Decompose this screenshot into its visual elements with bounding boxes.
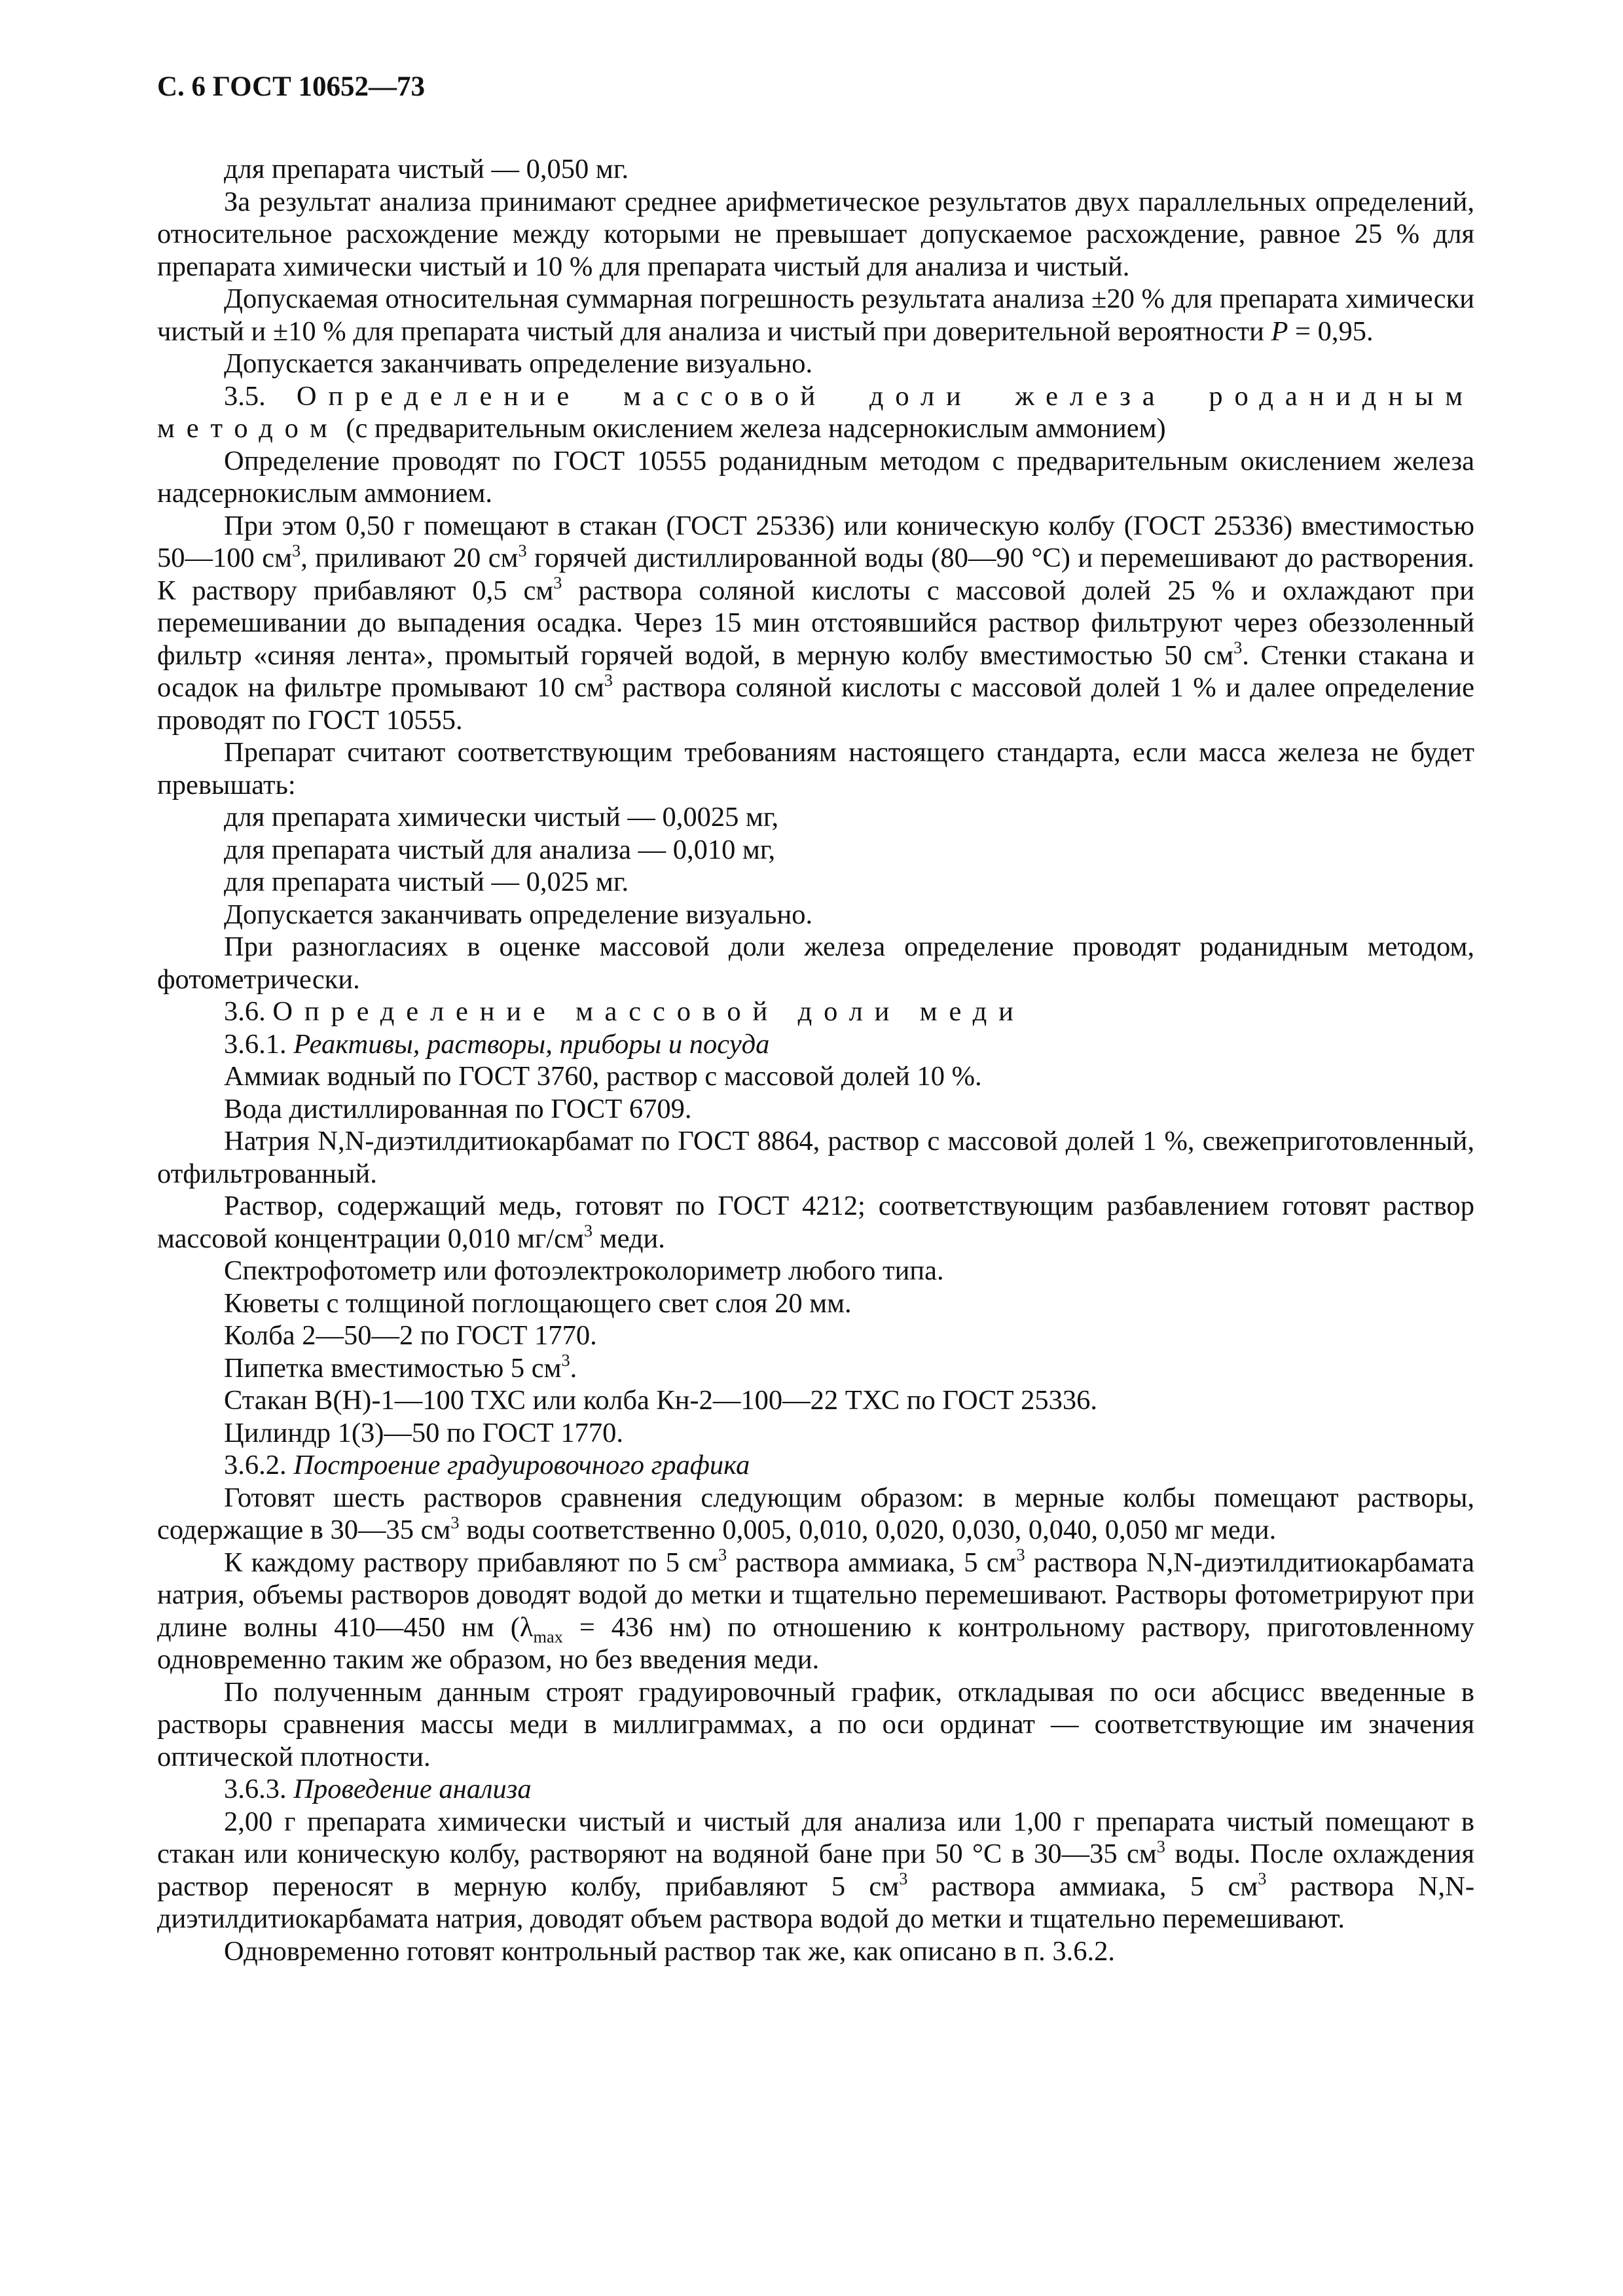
paragraph: За результат анализа принимают среднее арифметическое результатов двух параллельных определений, относительное расхождение между которыми не превышает допускаемое расхождение, равное 25 % для препарата химически чистый и 10 % для препарата чистый для анализа и чистый. [157, 186, 1474, 282]
list-item: Кюветы с толщиной поглощающего свет слоя 20 мм. [224, 1287, 852, 1319]
paragraph: Допускается заканчивать определение визуально. [224, 899, 813, 930]
list-item: для препарата чистый — 0,025 мг. [224, 867, 629, 897]
section-title: Проведение анализа [293, 1774, 532, 1804]
list-item: Натрия N,N-диэтилдитиокарбамат по ГОСТ 8864, раствор с массовой долей 1 %, свежеприготовленный, отфильтрованный. [157, 1126, 1474, 1189]
section-3-6-1-heading [157, 1028, 1474, 1061]
paragraph-iron-procedure: При этом 0,50 г помещают в стакан (ГОСТ 25336) или коническую колбу (ГОСТ 25336) вместимостью 50—100 $см^3$, приливают 20 $см^3$ горячей дистиллированной воды (80—90 °С) и перемешивают до растворения. К раствору прибавляют 0,5 $см^3$ раствора соляной кислоты с массовой долей 25 % и охлаждают при перемешивании до выпадения осадка. Через 15 мин отстоявшийся раствор фильтруют через обеззоленный фильтр «синяя лента», промытый горячей водой, в мерную колбу вместимостью 50 $см^3$. Стенки стакана и осадок на фильтре промывают 10 $см^3$ раствора соляной кислоты с массовой долей 1 % и далее определение проводят по ГОСТ 10555. [157, 510, 1475, 736]
section-title: Определение массовой доли железа роданидным методом [157, 380, 1474, 444]
section-number: 3.5. [224, 380, 266, 412]
paragraph: Препарат считают соответствующим требованиям настоящего стандарта, если масса железа не будет превышать: [157, 737, 1474, 800]
paragraph: Определение проводят по ГОСТ 10555 роданидным методом с предварительным окислением железа надсернокислым аммонием. [157, 445, 1474, 509]
list-item: Раствор, содержащий медь, готовят по ГОСТ 4212; соответствующим разбавлением готовят раствор массовой концентрации 0,010 $мг/см^3$ меди. [157, 1191, 1474, 1254]
paragraph: По полученным данным строят градуировочный график, откладывая по оси абсцисс введенные в растворы сравнения массы меди в миллиграммах, а по оси ординат — соответствующие им значения оптической плотности. [157, 1676, 1474, 1772]
list-item: Пипетка вместимостью 5 $см^3$. [224, 1351, 577, 1384]
section-3-5-heading [157, 380, 1474, 445]
paragraph: Допускаемая относительная суммарная погрешность результата анализа ±20 % для препарата химически чистый и ±10 % для препарата чистый для анализа и чистый при доверительной вероятности P = 0,95. [157, 283, 1474, 347]
section-3-6-3-heading [157, 1773, 1474, 1806]
list-item: Спектрофотометр или фотоэлектроколориметр любого типа. [224, 1255, 944, 1286]
list-item: Колба 2—50—2 по ГОСТ 1770. [224, 1320, 597, 1351]
list-item: Вода дистиллированная по ГОСТ 6709. [224, 1093, 692, 1124]
paragraph: Одновременно готовят контрольный раствор так же, как описано в п. 3.6.2. [224, 1935, 1116, 1967]
section-3-6-heading [157, 996, 1474, 1028]
document-body [157, 153, 1474, 1967]
section-title: Построение градуировочного графика [293, 1450, 750, 1480]
section-3-6-2-heading [157, 1449, 1474, 1482]
list-item: Аммиак водный по ГОСТ 3760, раствор с массовой долей 10 %. [224, 1061, 982, 1092]
paragraph: Допускается заканчивать определение визуально. [224, 348, 813, 379]
paragraph: К каждому раствору прибавляют по 5 $см^3$ раствора аммиака, 5 $см^3$ раствора N,N-диэтилдитиокарбамата натрия, объемы растворов доводят водой до метки и тщательно перемешивают. Растворы фотометрируют при длине волны 410—450 нм ($\lambda_{max} = 436$ нм) по отношению к контрольному раствору, приготовленному одновременно таким же образом, но без введения меди. [157, 1545, 1475, 1675]
section-number: 3.6.1. [224, 1028, 287, 1060]
section-number: 3.6.3. [224, 1774, 287, 1804]
section-title: Определение массовой доли меди [272, 996, 1025, 1027]
paragraph: Готовят шесть растворов сравнения следующим образом: в мерные колбы помещают растворы, содержащие в 30—35 $см^3$ воды соответственно 0,005, 0,010, 0,020, 0,030, 0,040, 0,050 мг меди. [157, 1482, 1474, 1545]
paragraph: 2,00 г препарата химически чистый и чистый для анализа или 1,00 г препарата чистый помещают в стакан или коническую колбу, растворяют на водяной бане при 50 °С в 30—35 $см^3$ воды. После охлаждения раствор переносят в мерную колбу, прибавляют 5 $см^3$ раствора аммиака, 5 $см^3$ раствора N,N-диэтилдитиокарбамата натрия, доводят объем раствора водой до метки и тщательно перемешивают. [157, 1806, 1474, 1934]
section-title: Реактивы, растворы, приборы и посуда [293, 1028, 770, 1060]
list-item: для препарата чистый для анализа — 0,010 мг, [224, 834, 776, 865]
section-number: 3.6. [224, 996, 266, 1027]
list-item: для препарата химически чистый — 0,0025 мг, [224, 802, 779, 833]
section-subtitle: (с предварительным окислением железа надсернокислым аммонием) [346, 413, 1166, 444]
list-item: Цилиндр 1(3)—50 по ГОСТ 1770. [224, 1417, 623, 1448]
page-header: С. 6 ГОСТ 10652—73 [157, 71, 426, 102]
section-number: 3.6.2. [224, 1450, 287, 1480]
paragraph: для препарата чистый — 0,050 мг. [224, 154, 629, 185]
paragraph: При разногласиях в оценке массовой доли железа определение проводят роданидным методом, фотометрически. [157, 931, 1474, 995]
list-item: Стакан В(Н)-1—100 ТХС или колба Кн-2—100—22 ТХС по ГОСТ 25336. [224, 1385, 1097, 1416]
